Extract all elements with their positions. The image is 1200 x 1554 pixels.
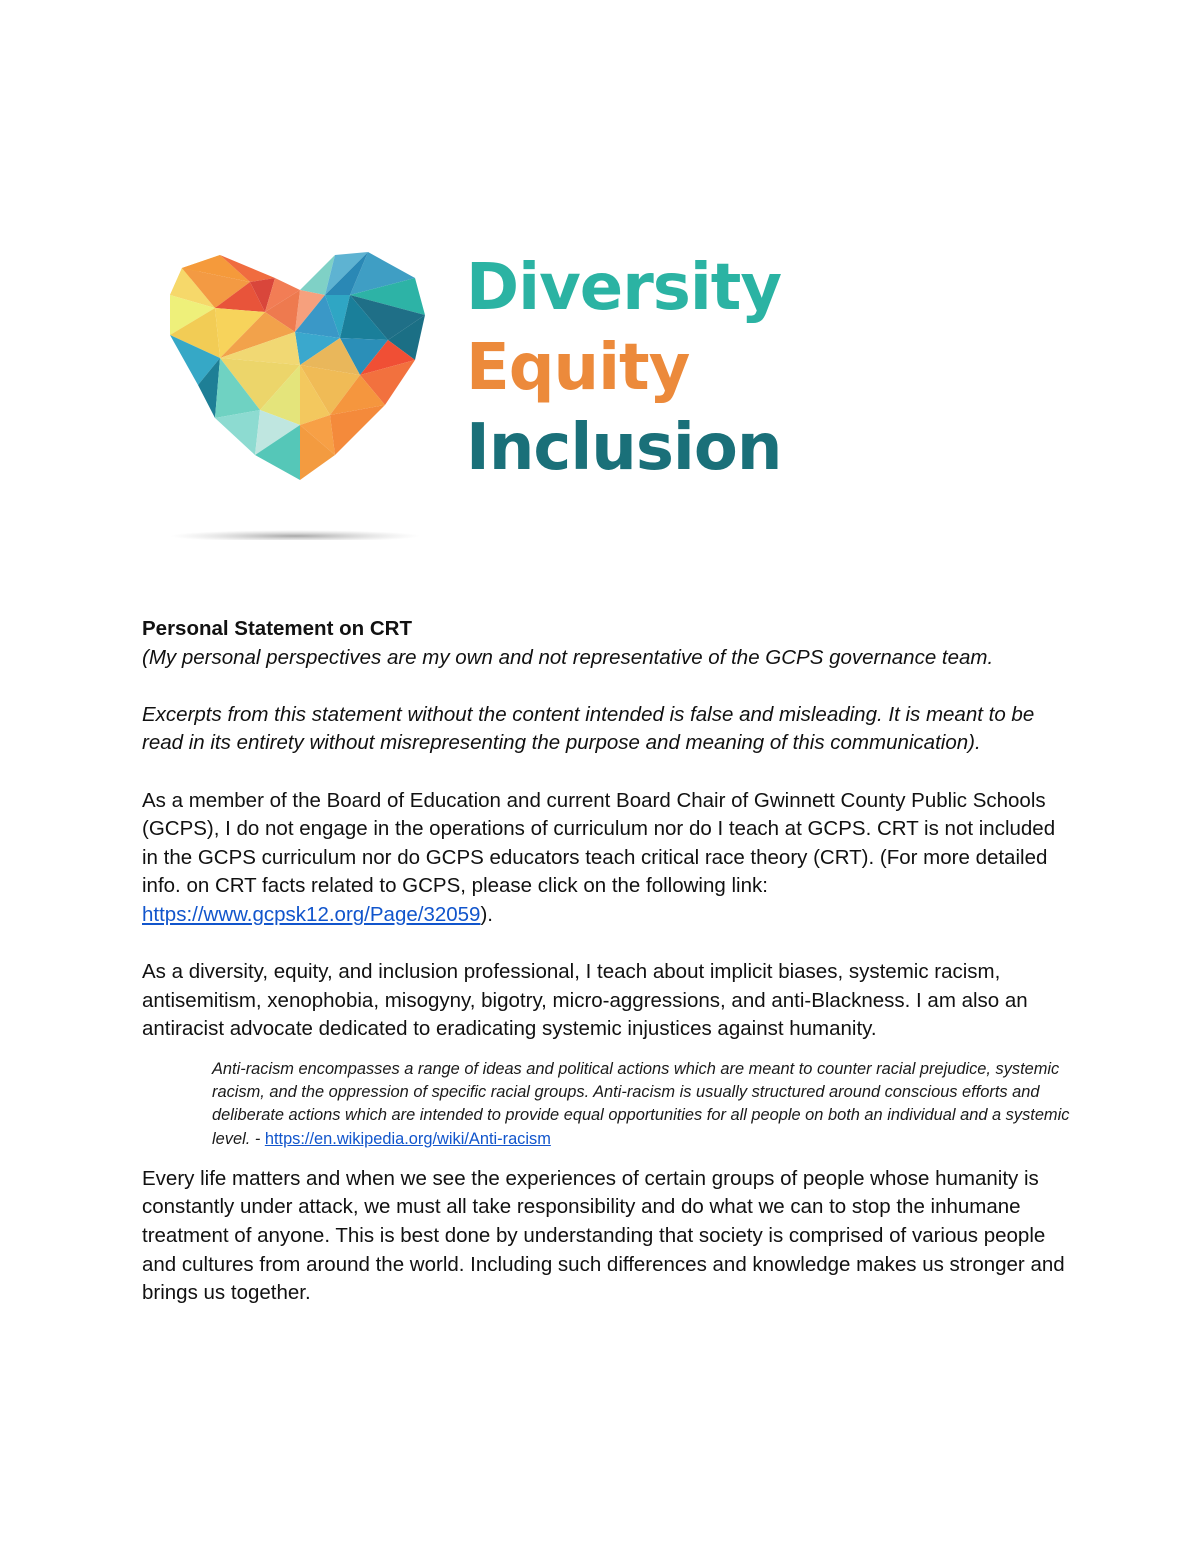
paragraph-board-role-end: ). (480, 902, 493, 926)
statement-body (142, 615, 1072, 1308)
anti-racism-quote (212, 1058, 1072, 1151)
logo-word-equity: Equity (466, 331, 690, 405)
logo-wordmark (466, 248, 781, 488)
dei-logo (160, 240, 782, 560)
disclaimer-line-1: (My personal perspectives are my own and not representative of the GCPS governance team. (142, 645, 994, 669)
spacer (142, 672, 1072, 701)
gcps-crt-link[interactable]: https://www.gcpsk12.org/Page/32059 (142, 902, 481, 926)
document-title: Personal Statement on CRT (142, 617, 412, 640)
spacer (142, 758, 1072, 787)
anti-racism-quote-text: Anti-racism encompasses a range of ideas and political actions which are meant to counter racial prejudice, systemic racism, and the oppression of specific racial groups. Anti-racism is usually structured around conscious efforts and deliberate actions which are intended to provide equal opportunities for all people on both an individual and a systemic level. - (212, 1059, 1070, 1148)
logo-word-diversity: Diversity (466, 251, 782, 325)
disclaimer-line-2: Excerpts from this statement without the content intended is false and misleading. It is meant to be read in its entirety without misrepresenting the purpose and meaning of this communication). (142, 702, 1035, 755)
polygon-heart-icon (160, 240, 440, 540)
paragraph-every-life-matters: Every life matters and when we see the experiences of certain groups of people whose humanity is constantly under attack, we must all take responsibility and do what we can to stop the inhumane treatment of anyone. This is best done by understanding that society is comprised of various people and cultures from around the world. Including such differences and knowledge makes us stronger and brings us together. (142, 1166, 1065, 1305)
paragraph-board-role (142, 787, 1072, 930)
wikipedia-anti-racism-link[interactable]: https://en.wikipedia.org/wiki/Anti-racism (264, 1129, 551, 1148)
paragraph-board-role-text: As a member of the Board of Education and current Board Chair of Gwinnett County Public Schools (GCPS), I do not engage in the operations of curriculum nor do I teach at GCPS. CRT is not included in the GCPS curriculum nor do GCPS educators teach critical race theory (CRT). (For more detailed info. on CRT facts related to GCPS, please click on the following link: (142, 788, 1056, 898)
spacer (142, 930, 1072, 959)
paragraph-dei-professional: As a diversity, equity, and inclusion professional, I teach about implicit biases, systemic racism, antisemitism, xenophobia, misogyny, bigotry, micro-aggressions, and anti-Blackness. I am also an antiracist advocate dedicated to eradicating systemic injustices against humanity. (142, 960, 1028, 1041)
logo-word-inclusion: Inclusion (466, 411, 782, 485)
